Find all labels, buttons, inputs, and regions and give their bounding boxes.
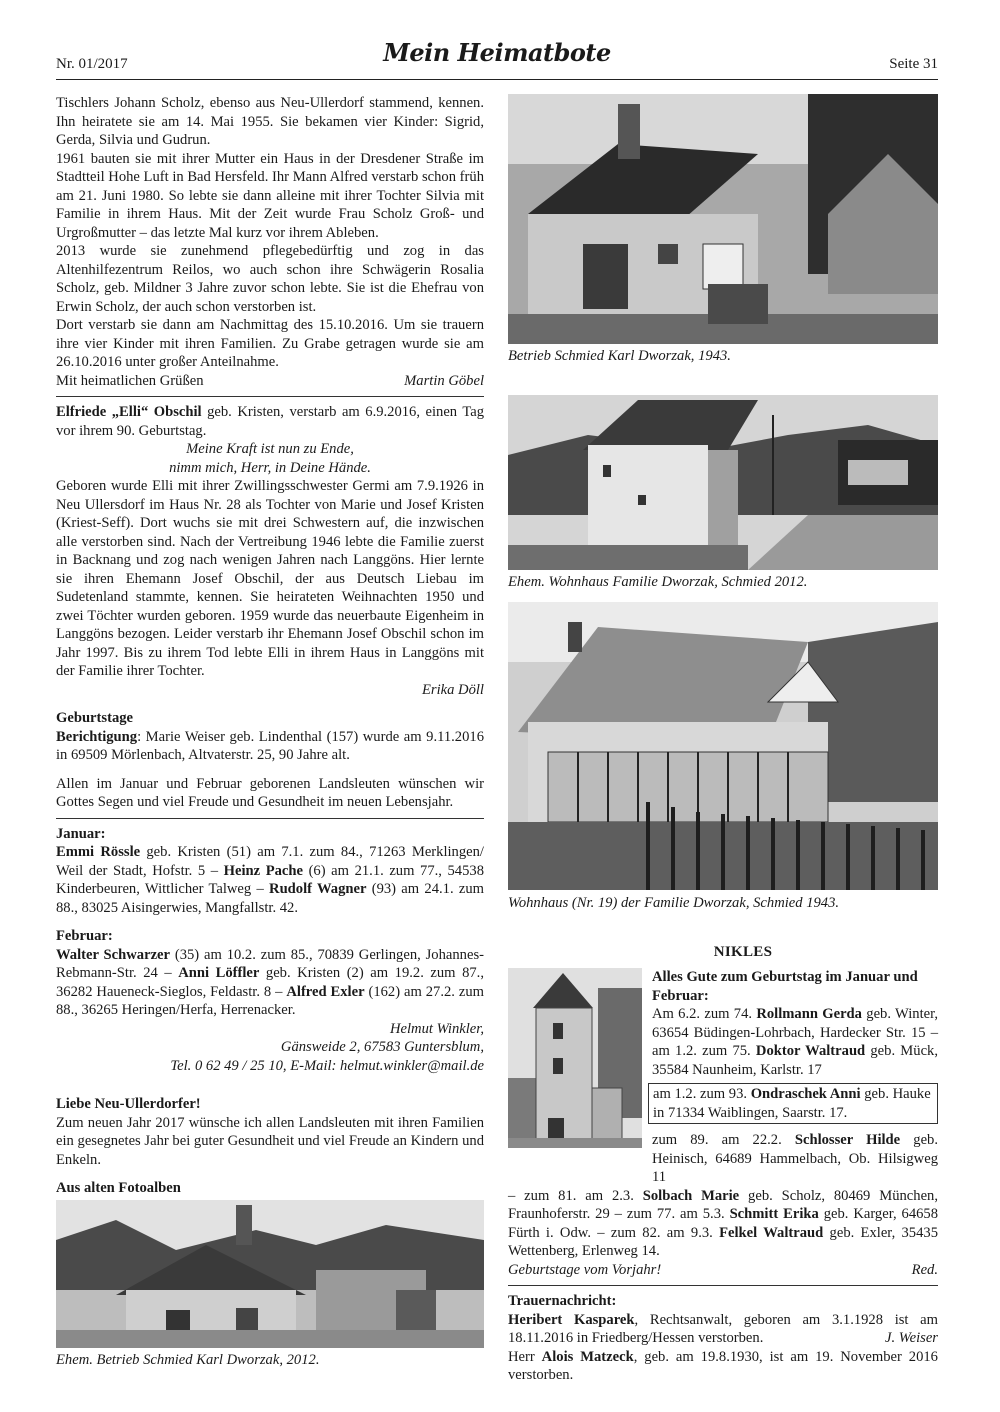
signature-goebel: Martin Göbel bbox=[404, 372, 484, 389]
page-header bbox=[56, 38, 938, 80]
caption-workshop-2012: Ehem. Betrieb Schmied Karl Dworzak, 2012. bbox=[56, 1352, 320, 1368]
page-number: Seite 31 bbox=[889, 56, 938, 72]
verse-line-1: Meine Kraft ist nun zu Ende, bbox=[186, 441, 354, 457]
photo-workshop-1943 bbox=[508, 94, 938, 344]
section-title-geburtstage: Geburtstage bbox=[56, 710, 134, 726]
section-title-liebe: Liebe Neu-Ullerdorfer! bbox=[56, 1096, 201, 1112]
nikles-birthdays bbox=[652, 968, 938, 1128]
obituary-obschil-text: Geboren wurde Elli mit ihrer Zwillingsschwester Germi am 7.9.1926 in Neu Ullersdorf im Haus Nr. 28 als Tochter von Marie und Josef Kristen (Kriest-Seff). Dort wuchs sie mit drei Schwestern auf, die inzwischen alle verstorben sind. Nach der Vertreibung 1946 lebte die Familie zuerst in Backnang und zog nach wenigen Jahren nach Langgöns. Hier lernte sie ihren Ehemann Josef Obschil, der aus Deutsch Liebau im Sudetenland stammte, kennen. Sie heirateten Weihnachten 1950 und zwei Töchter wurden geboren. 1959 wurde das neuerbaute Eigenheim in Langgöns bezogen. Leider verstarb ihr Ehemann Josef Obschil schon im Jahr 1997. Bis zu ihrem Tod lebte Elli in ihrem Haus in Langgöns mit der Familie ihrer Tochter. bbox=[56, 478, 484, 679]
left-column bbox=[56, 94, 484, 1198]
caption-workshop-1943: Betrieb Schmied Karl Dworzak, 1943. bbox=[508, 348, 731, 364]
photo-church-tower bbox=[508, 968, 642, 1148]
nikles-boxed-entry: am 1.2. zum 93. Ondraschek Anni geb. Hauke in 71334 Waiblingen, Saarstr. 17. bbox=[648, 1083, 938, 1124]
signature-red: Red. bbox=[911, 1261, 938, 1278]
birthday-wish: Allen im Januar und Februar geborenen Landsleuten wünschen wir Gottes Segen und viel Freude und Gesundheit im neuen Lebensjahr. bbox=[56, 775, 484, 810]
caption-house-1943: Wohnhaus (Nr. 19) der Familie Dworzak, Schmied 1943. bbox=[508, 895, 840, 911]
signature-weiser: J. Weiser bbox=[885, 1330, 938, 1346]
caption-house-2012: Ehem. Wohnhaus Familie Dworzak, Schmied 2012. bbox=[508, 574, 808, 590]
death-notice-kasparek: Heribert Kasparek, Rechtsanwalt, geboren am 3.1.1928 ist am 18.11.2016 in Friedberg/Hessen verstorben. J. Weiser bbox=[508, 1311, 938, 1346]
signature-doell: Erika Döll bbox=[421, 681, 484, 698]
address-line-2: Gänsweide 2, 67583 Guntersblum, bbox=[280, 1039, 484, 1055]
photo-workshop-2012 bbox=[56, 1200, 484, 1348]
nikles-signature-row bbox=[508, 1261, 938, 1280]
section-title-fotoalben: Aus alten Fotoalben bbox=[56, 1180, 181, 1196]
nikles-birthdays-2: zum 89. am 22.2. Schlosser Hilde geb. Heinisch, 64689 Hammelbach, Ob. Hilsigweg 11 bbox=[652, 1132, 938, 1185]
previous-year-note: Geburtstage vom Vorjahr! bbox=[508, 1261, 662, 1278]
obituary-scholz-p2: 1961 bauten sie mit ihrer Mutter ein Haus in der Dresdener Straße im Stadtteil Hohe Luft in Bad Hersfeld. Ihr Mann Alfred verstarb schon früh am 21. Juni 1980. So lebte sie dann alleine mit ihrer Tochter Silvia mit Familie in ihrem Haus. Mit der Zeit wurde Frau Scholz Groß- und Urgroßmutter – das letzte Mal kurz vor ihrem Ableben. bbox=[56, 150, 484, 241]
nikles-continued bbox=[508, 1131, 938, 1385]
section-title-januar: Januar: bbox=[56, 825, 106, 842]
divider bbox=[508, 1285, 938, 1286]
section-title-trauer: Trauernachricht: bbox=[508, 1293, 617, 1309]
new-year-greeting: Zum neuen Jahr 2017 wünsche ich allen Landsleuten mit ihren Familien ein gesegnetes Jahr bei guter Gesundheit und viel Freude an Kindern und Enkeln. bbox=[56, 1114, 484, 1168]
verse-line-2: nimm mich, Herr, in Deine Hände. bbox=[169, 459, 371, 476]
birthdays-januar: Emmi Rössle geb. Kristen (51) am 7.1. zum 84., 71263 Merklingen/ Weil der Stadt, Hofstr. 5 – Heinz Pache (6) am 21.1. zum 77., 54538 Kinderbeuren, Wittlicher Talweg – Rudolf Wagner (93) am 24.1. zum 88., 83025 Aisingerwies, Mangfallstr. 42. bbox=[56, 844, 484, 916]
divider bbox=[56, 396, 484, 397]
address-line-3: Tel. 0 62 49 / 25 10, E-Mail: helmut.winkler@mail.de bbox=[170, 1057, 484, 1074]
issue-number: Nr. 01/2017 bbox=[56, 56, 128, 72]
death-notice-matzeck: Herr Alois Matzeck, geb. am 19.8.1930, ist am 19. November 2016 verstorben. bbox=[508, 1348, 938, 1383]
section-title-nikles: NIKLES bbox=[713, 944, 773, 960]
photo-house-2012 bbox=[508, 395, 938, 570]
obituary-name: Elfriede „Elli“ Obschil bbox=[56, 404, 202, 420]
publication-title: Mein Heimatbote bbox=[383, 38, 611, 67]
photo-house-1943 bbox=[508, 602, 938, 890]
section-title-februar: Februar: bbox=[56, 928, 113, 944]
correction-note: Berichtigung: Marie Weiser geb. Lindenthal (157) wurde am 9.11.2016 in 69509 Mörlenbach, Altvaterstr. 25, 90 Jahre alt. bbox=[56, 728, 484, 763]
nikles-birthdays-3: – zum 81. am 2.3. Solbach Marie geb. Scholz, 80469 München, Fraunhoferstr. 29 – zum 77. am 5.3. Schmitt Erika geb. Karger, 64658 Fürth i. Odw. – zum 82. am 9.3. Felkel Waltraud geb. Exler, 35435 Wettenberg, Erlenweg 14. bbox=[508, 1187, 939, 1259]
greeting: Mit heimatlichen Grüßen bbox=[56, 372, 204, 389]
address-line-1: Helmut Winkler, bbox=[389, 1020, 484, 1037]
signature-row bbox=[56, 372, 484, 391]
nikles-birthdays-1: Am 6.2. zum 74. Rollmann Gerda geb. Winter, 63654 Büdingen-Lohrbach, Hardecker Str. 15 – am 1.2. zum 75. Doktor Waltraud geb. Mück, 35584 Naunheim, Karlstr. 17 bbox=[652, 1006, 939, 1078]
birthdays-februar: Walter Schwarzer (35) am 10.2. zum 85., 70839 Gerlingen, Johannes-Rebmann-Str. 24 – Anni Löffler geb. Kristen (2) am 19.2. zum 87., 36282 Haueneck-Sieglos, Feldastr. 8 – Alfred Exler (162) am 27.2. zum 88., 36265 Heringen/Herfa, Herrenacker. bbox=[56, 946, 484, 1018]
obituary-scholz-p4: Dort verstarb sie dann am Nachmittag des 15.10.2016. Um sie trauern ihre vier Kinder mit ihren Familien. Zu Grabe getragen wurde sie am 26.10.2016 unter großer Anteilnahme. bbox=[56, 317, 484, 370]
obituary-scholz-p1: Tischlers Johann Scholz, ebenso aus Neu-Ullerdorf stammend, kennen. Ihn heiratete sie am 14. Mai 1955. Sie bekamen vier Kinder: Sigrid, Gerda, Silvia und Gudrun. bbox=[56, 95, 484, 148]
divider bbox=[56, 818, 484, 819]
obituary-obschil-intro: Elfriede „Elli“ Obschil geb. Kristen, verstarb am 6.9.2016, einen Tag vor ihrem 90. Geburtstag. bbox=[56, 404, 485, 439]
nikles-heading: Alles Gute zum Geburtstag im Januar und Februar: bbox=[652, 969, 918, 1004]
obituary-scholz-p3: 2013 wurde sie zunehmend pflegebedürftig und zog in das Altenhilfezentrum Reilos, wo auch schon ihre Schwägerin Rosalia Scholz, geb. Mildner 3 Jahre zuvor schon lebte. Sie ist die Ehefrau von Erwin Scholz, der auch schon verstorben ist. bbox=[56, 243, 484, 315]
